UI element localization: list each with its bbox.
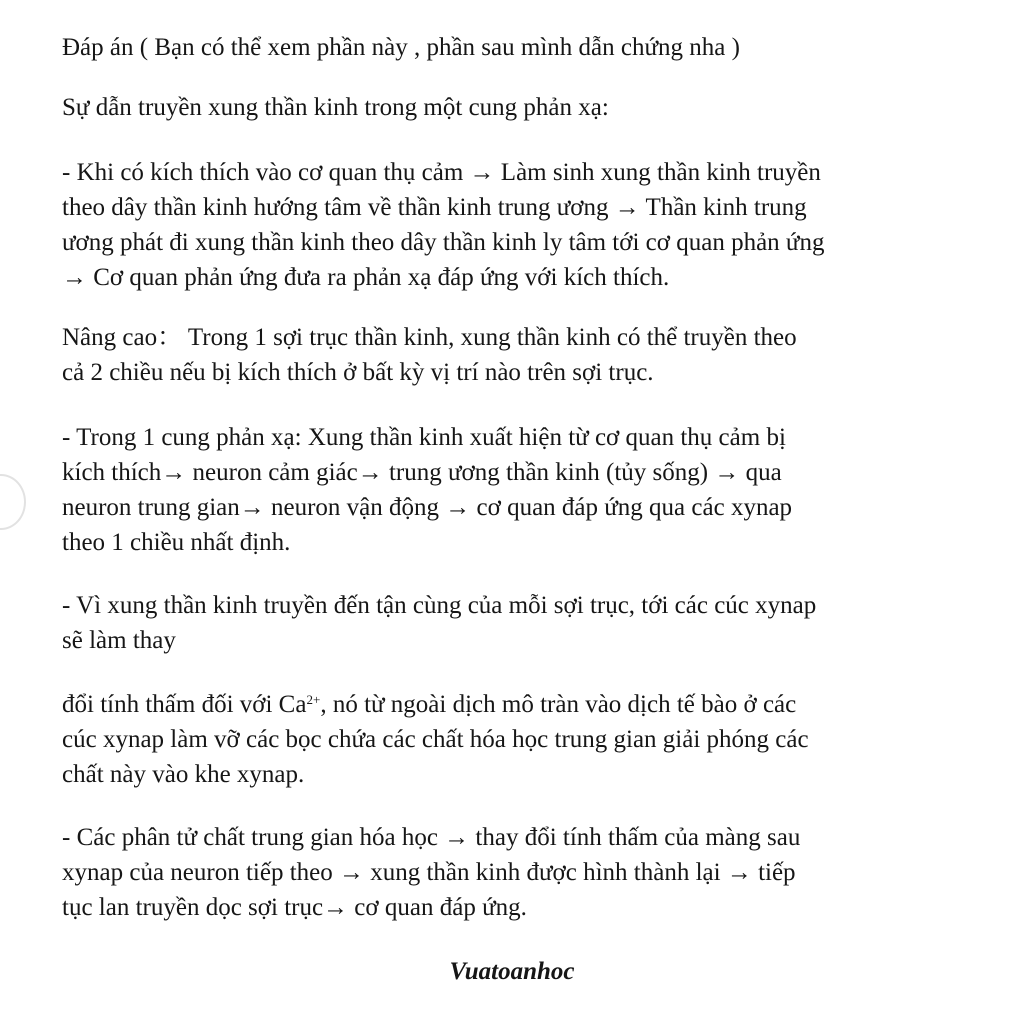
text-line: xynap của neuron tiếp theo → xung thần kinh được hình thành lại → tiếp xyxy=(62,859,796,886)
intro-paragraph xyxy=(62,90,609,125)
paragraph-neurotransmitter xyxy=(62,820,800,925)
paragraph-advanced xyxy=(62,320,797,390)
text-line xyxy=(62,687,809,722)
text-line: ương phát đi xung thần kinh theo dây thần kinh ly tâm tới cơ quan phản ứng xyxy=(62,229,825,256)
paragraph-axon-terminal xyxy=(62,588,816,658)
paragraph-reflex-arc xyxy=(62,155,824,295)
paragraph-calcium xyxy=(62,687,809,792)
text-segment: đổi tính thấm đối với Ca xyxy=(62,691,307,718)
text-line: - Vì xung thần kinh truyền đến tận cùng của mỗi sợi trục, tới các cúc xynap xyxy=(62,592,817,619)
text-line: theo dây thần kinh hướng tâm về thần kinh trung ương → Thần kinh trung xyxy=(62,194,807,221)
text-segment: , nó từ ngoài dịch mô tràn vào dịch tế bào ở các xyxy=(320,691,797,718)
footer-signature: Vuatoanhoc xyxy=(449,958,575,985)
heading-line: Đáp án ( Bạn có thể xem phần này , phần sau mình dẫn chứng nha ) xyxy=(62,34,740,61)
text-line: - Trong 1 cung phản xạ: Xung thần kinh xuất hiện từ cơ quan thụ cảm bị xyxy=(62,424,786,451)
text-line: neuron trung gian→ neuron vận động → cơ quan đáp ứng qua các xynap xyxy=(62,494,793,521)
text-line: - Các phân tử chất trung gian hóa học → thay đổi tính thấm của màng sau xyxy=(62,824,801,851)
text-line: sẽ làm thay xyxy=(62,627,176,654)
paragraph-one-direction xyxy=(62,420,792,560)
text-line: → Cơ quan phản ứng đưa ra phản xạ đáp ứng với kích thích. xyxy=(62,264,670,291)
text-line: kích thích→ neuron cảm giác→ trung ương thần kinh (tủy sống) → qua xyxy=(62,459,782,486)
intro-line: Sự dẫn truyền xung thần kinh trong một cung phản xạ: xyxy=(62,94,609,121)
text-line: tục lan truyền dọc sợi trục→ cơ quan đáp ứng. xyxy=(62,894,527,921)
text-line: Nâng cao： Trong 1 sợi trục thần kinh, xung thần kinh có thể truyền theo xyxy=(62,324,797,351)
text-line: theo 1 chiều nhất định. xyxy=(62,529,291,556)
text-line: chất này vào khe xynap. xyxy=(62,761,305,788)
text-line: cả 2 chiều nếu bị kích thích ở bất kỳ vị trí nào trên sợi trục. xyxy=(62,359,654,386)
edge-circle-control[interactable] xyxy=(0,474,26,530)
text-line: - Khi có kích thích vào cơ quan thụ cảm → Làm sinh xung thần kinh truyền xyxy=(62,159,821,186)
answer-heading xyxy=(62,30,740,65)
charge-superscript: 2+ xyxy=(306,692,321,707)
text-line: cúc xynap làm vỡ các bọc chứa các chất hóa học trung gian giải phóng các xyxy=(62,726,809,753)
